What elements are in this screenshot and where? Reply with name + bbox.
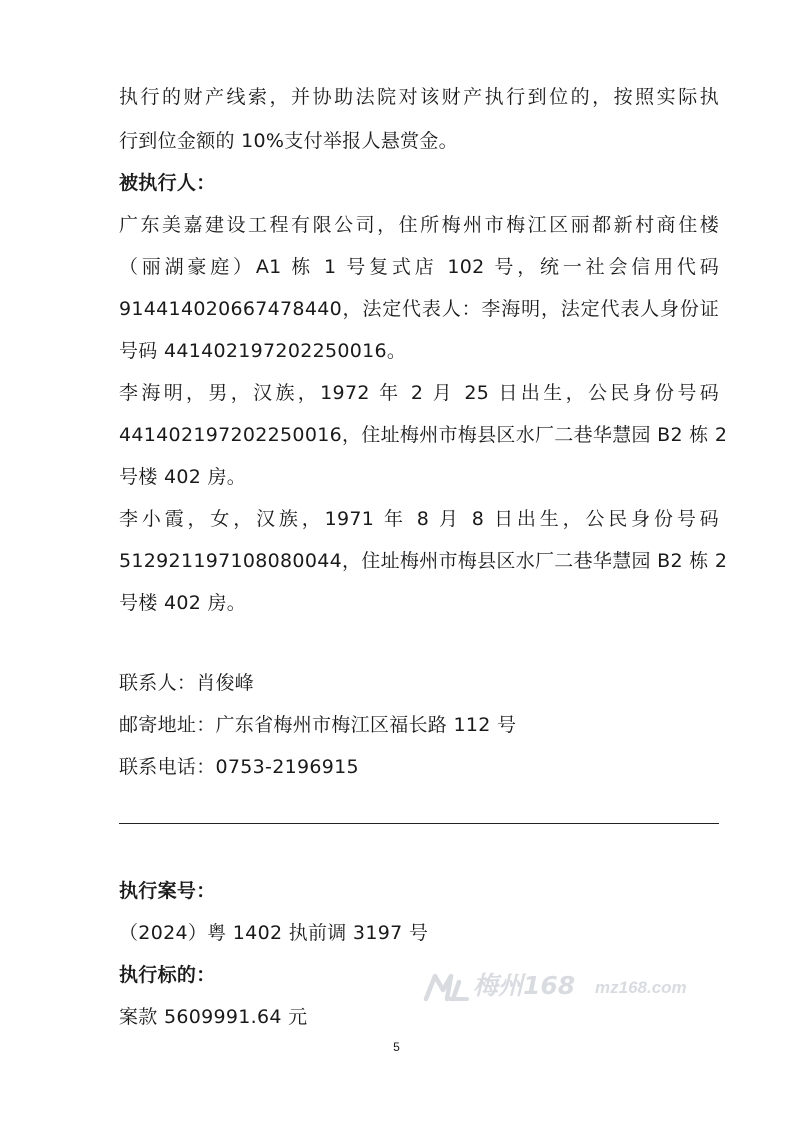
section-divider [119,823,719,824]
person2-line-2: 512921197108080044，住址梅州市梅县区水厂二巷华慧园 B2 栋 2 [119,550,728,572]
case-subject: 案款 5609991.64 元 [119,1006,308,1028]
respondent-heading: 被执行人： [119,172,216,194]
case-number-heading: 执行案号： [119,880,216,902]
person1-line-1: 李海明，男，汉族，1972 年 2 月 25 日出生，公民身份号码 [119,382,719,404]
company-line-3: 914414020667478440，法定代表人：李海明，法定代表人身份证 [119,298,719,320]
case-subject-heading: 执行标的： [119,964,216,986]
company-line-4: 号码 441402197202250016。 [119,340,407,362]
person1-line-3: 号楼 402 房。 [119,466,247,488]
watermark-brand: 梅州168 [473,971,576,1000]
company-line-1: 广东美嘉建设工程有限公司，住所梅州市梅江区丽都新村商住楼 [119,214,719,236]
contact-phone: 联系电话：0753-2196915 [119,756,359,778]
intro-line-2: 行到位金额的 10%支付举报人悬赏金。 [119,130,458,152]
watermark-domain: mz168.com [595,978,687,997]
watermark-logo-icon [423,972,469,1002]
person2-line-3: 号楼 402 房。 [119,592,247,614]
watermark [423,970,698,1004]
contact-person: 联系人：肖俊峰 [119,672,255,694]
company-line-2: （丽湖豪庭）A1 栋 1 号复式店 102 号，统一社会信用代码 [119,256,719,278]
person2-line-1: 李小霞，女，汉族，1971 年 8 月 8 日出生，公民身份号码 [119,508,719,530]
case-number: （2024）粤 1402 执前调 3197 号 [119,922,429,944]
person1-line-2: 441402197202250016，住址梅州市梅县区水厂二巷华慧园 B2 栋 2 [119,424,728,446]
contact-address: 邮寄地址：广东省梅州市梅江区福长路 112 号 [119,714,517,736]
page-number: 5 [393,1040,400,1054]
intro-line-1: 执行的财产线索，并协助法院对该财产执行到位的，按照实际执 [119,86,719,108]
